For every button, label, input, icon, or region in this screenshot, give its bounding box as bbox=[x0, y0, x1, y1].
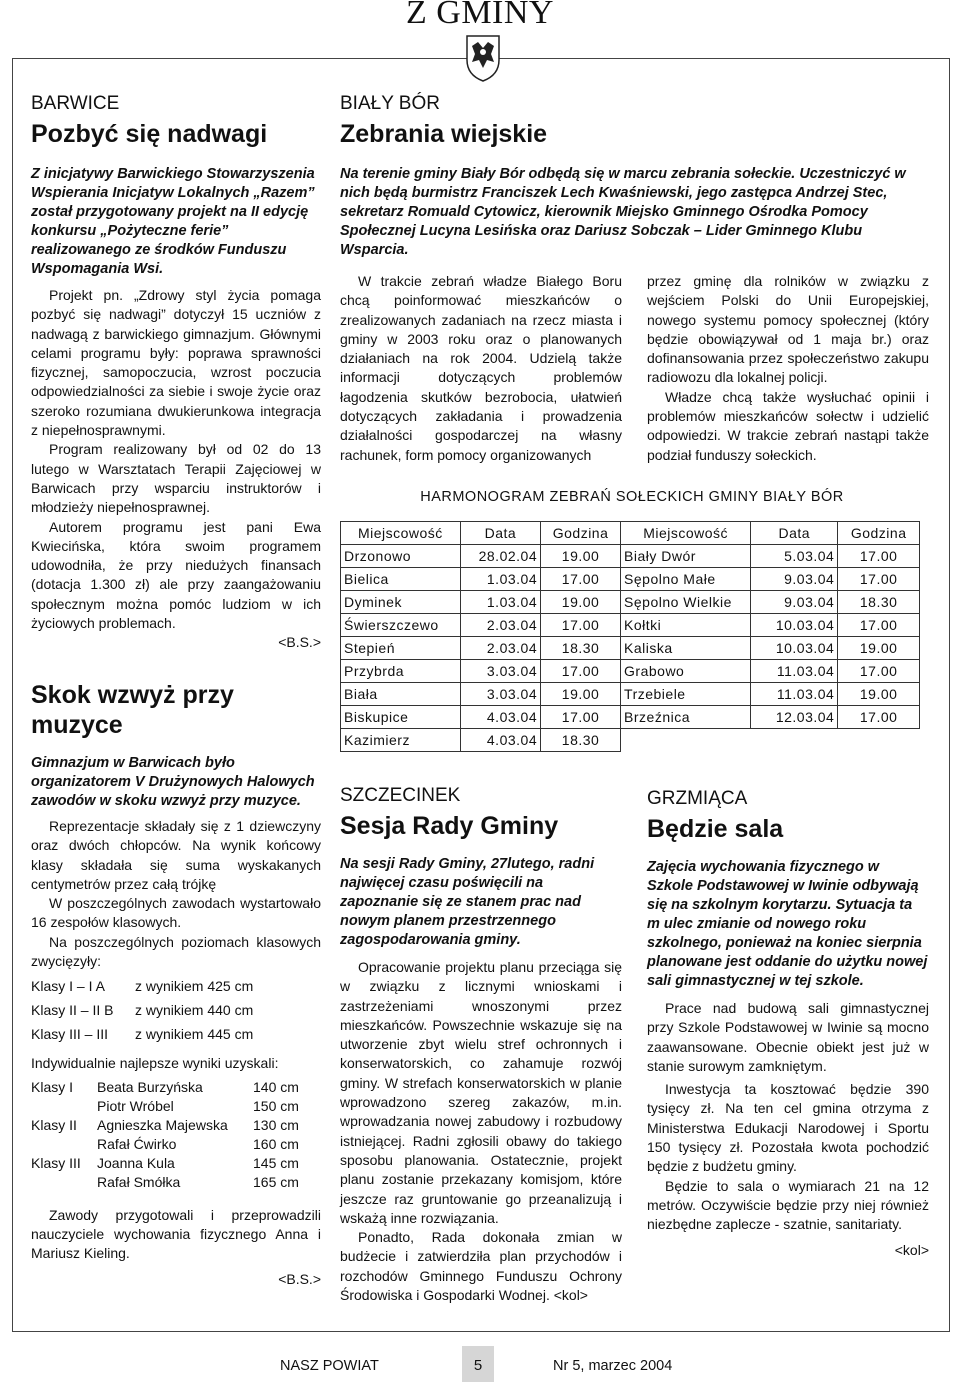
table-row bbox=[341, 683, 920, 706]
table-row bbox=[341, 637, 920, 660]
individual-results-list bbox=[31, 1078, 321, 1192]
article-lead: Na sesji Rady Gminy, 27lutego, radni najwięcej czasu poświęcili na zapoznanie się ze stanem prac nad nowym planem przestrzennego zagospodarowania gminy. bbox=[340, 856, 595, 948]
table-row bbox=[341, 706, 920, 729]
paragraph: Ponadto, Rada dokonała zmian w budżecie i zatwierdziła plan przychodów i rozchodów Gminnego Funduszu Ochrony Środowiska i Gospodarki Wodnej. <kol> bbox=[340, 1229, 622, 1304]
section-label: BIAŁY BÓR bbox=[340, 93, 440, 114]
table-cell: 17.00 bbox=[838, 568, 920, 591]
grzmiaca-article bbox=[647, 788, 929, 1260]
table-cell: Dyminek bbox=[341, 591, 461, 614]
paragraph: Władze chcą także wysłuchać opinii i problemów mieszkańców sołectw i udzielić odpowiedzi. W trakcie zebrań nastąpi także podział funduszy sołeckich. bbox=[647, 388, 929, 463]
table-row bbox=[341, 545, 920, 568]
paragraph: Program realizowany był od 02 do 13 lutego w Warsztatach Terapii Zajęciowej w Barwicach przy wsparciu instruktorów i młodzieży niepełnosprawnej. bbox=[31, 441, 321, 516]
author-signature: <kol> bbox=[894, 1241, 929, 1258]
article-title: Będzie sala bbox=[647, 815, 784, 843]
bialybor-col2 bbox=[647, 272, 929, 465]
article-lead: Zajęcia wychowania fizycznego w Szkole Podstawowej w Iwinie odbywają się na szkolnym korytarzu. Sytuacja ta m ulec zmianie od nowego roku szkolnego, ponieważ na koniec sierpnia planowane jest oddanie do użytku nowej sali gimnastycznej w tej szkole. bbox=[647, 859, 928, 989]
table-cell: 3.03.04 bbox=[460, 683, 540, 706]
table-cell: 17.00 bbox=[838, 545, 920, 568]
author-signature: <B.S.> bbox=[278, 634, 321, 651]
list-item: Klasy III Joanna Kula 145 cm bbox=[31, 1154, 299, 1171]
section-label: GRZMIĄCA bbox=[647, 788, 748, 809]
table-cell: 17.00 bbox=[541, 706, 621, 729]
table-cell: Biała bbox=[341, 683, 461, 706]
paragraph: Autorem programu jest pani Ewa Kwiecińska, która swoim programem udowodniła, że przy niedużych finansach (dotacja 1.300 zł) ale przy zaangażowaniu społecznym można pomóc ludziom w ich życiowych problemach. bbox=[31, 518, 321, 632]
table-cell: 2.03.04 bbox=[460, 637, 540, 660]
footer-publication: NASZ POWIAT bbox=[280, 1358, 379, 1374]
article-title: Skok wzwyż przy muzyce bbox=[31, 681, 234, 739]
column-header: Godzina bbox=[541, 522, 621, 545]
paragraph: Indywidualnie najlepsze wyniki uzyskali: bbox=[31, 1055, 279, 1072]
list-item: Piotr Wróbel 150 cm bbox=[97, 1097, 299, 1114]
table-cell: Kołtki bbox=[621, 614, 751, 637]
schedule-table bbox=[340, 521, 920, 752]
table-cell: Biały Dwór bbox=[621, 545, 751, 568]
table-cell: Kaliska bbox=[621, 637, 751, 660]
table-cell: 28.02.04 bbox=[460, 545, 540, 568]
column-header: Miejscowość bbox=[341, 522, 461, 545]
paragraph: Inwestycja ta kosztować będzie 390 tysięcy zł. Na ten cel gmina otrzyma z Ministerstwa Edukacji Narodowej i Sportu 150 tysięcy zł. Pozostała kwota pochodzić będzie z budżetu gminy. bbox=[647, 1081, 929, 1175]
table-cell: 17.00 bbox=[541, 568, 621, 591]
table-cell: Kazimierz bbox=[341, 729, 461, 752]
paragraph: Prace nad budową sali gimnastycznej przy Szkole Podstawowej w Iwinie są mocno zaawansowane. Obecnie obiekt jest już w stanie surowym zamkniętym. bbox=[647, 1000, 929, 1074]
table-header-row bbox=[341, 522, 920, 545]
class-results-list bbox=[31, 974, 321, 1046]
table-cell: 11.03.04 bbox=[751, 683, 838, 706]
list-item: Klasy II Agnieszka Majewska 130 cm bbox=[31, 1116, 299, 1133]
table-cell: 17.00 bbox=[838, 660, 920, 683]
table-row bbox=[341, 614, 920, 637]
schedule-title: HARMONOGRAM ZEBRAŃ SOŁECKICH GMINY BIAŁY BÓR bbox=[420, 489, 844, 505]
table-cell: Przybrda bbox=[341, 660, 461, 683]
table-row bbox=[341, 660, 920, 683]
column-header: Miejscowość bbox=[621, 522, 751, 545]
table-cell: 12.03.04 bbox=[751, 706, 838, 729]
table-cell: 11.03.04 bbox=[751, 660, 838, 683]
list-item: Klasy I Beata Burzyńska 140 cm bbox=[31, 1078, 299, 1095]
skok-article bbox=[31, 680, 321, 1289]
paragraph: Na poszczególnych poziomach klasowych zwycięzyły: bbox=[31, 933, 321, 970]
page-number: 5 bbox=[462, 1346, 494, 1382]
table-cell: 9.03.04 bbox=[751, 568, 838, 591]
table-cell: Brzeźnica bbox=[621, 706, 751, 729]
table-cell bbox=[838, 729, 920, 752]
table-cell: 10.03.04 bbox=[751, 614, 838, 637]
table-cell: 17.00 bbox=[541, 614, 621, 637]
table-cell: Grabowo bbox=[621, 660, 751, 683]
paragraph: Zawody przygotowali i przeprowadzili nauczyciele wychowania fizycznego Anna i Mariusz Kieling. bbox=[31, 1206, 321, 1262]
table-cell: 19.00 bbox=[541, 683, 621, 706]
table-cell: 18.30 bbox=[541, 729, 621, 752]
table-cell: Stepień bbox=[341, 637, 461, 660]
list-item: Rafał Smółka 165 cm bbox=[97, 1173, 299, 1190]
table-cell: Drzonowo bbox=[341, 545, 461, 568]
bialybor-article bbox=[340, 93, 932, 260]
footer-issue: Nr 5, marzec 2004 bbox=[553, 1358, 673, 1374]
table-cell bbox=[751, 729, 838, 752]
column-header: Data bbox=[751, 522, 838, 545]
table-cell: 2.03.04 bbox=[460, 614, 540, 637]
article-title: Zebrania wiejskie bbox=[340, 120, 548, 148]
table-cell: Biskupice bbox=[341, 706, 461, 729]
paragraph: W trakcie zebrań władze Białego Boru chcą poinformować mieszkańców o zrealizowanych zadaniach na rzecz miasta i gminy w 2003 roku oraz o planowanych działaniach na rok 2004. Udzielą także informacji dotyczących problemów łagodzenia skutków bezrobocia, ułatwień dotyczących zakładania i prowadzenia działalności gospodarczej na własny rachunek, form pomocy organizowanych bbox=[340, 273, 622, 463]
table-cell: 19.00 bbox=[838, 637, 920, 660]
coat-of-arms-icon bbox=[465, 34, 501, 82]
barwice-article bbox=[31, 93, 321, 653]
paragraph: Reprezentacje składały się z 1 dziewczyny oraz dwóch chłopców. Na wynik końcowy klasy składała się suma wyskakanych centymetrów przez całą trójkę bbox=[31, 818, 321, 892]
paragraph: W poszczególnych zawodach wystartowało 16 zespołów klasowych. bbox=[31, 895, 321, 931]
table-cell: 9.03.04 bbox=[751, 591, 838, 614]
table-cell: 3.03.04 bbox=[460, 660, 540, 683]
table-row bbox=[341, 729, 920, 752]
paragraph: przez gminę dla rolników w związku z wejściem Polski do Unii Europejskiej, nowego systemu pomocy społecznej (który będzie obowiązywał od 1 maja br.) oraz dofinansowania przez społeczeństwo zakupu radiowozu dla lokalnej policji. bbox=[647, 273, 929, 386]
szczecinek-article bbox=[340, 785, 622, 1305]
table-cell: Sępolno Wielkie bbox=[621, 591, 751, 614]
author-signature: <B.S.> bbox=[278, 1270, 321, 1287]
paragraph: Projekt pn. „Zdrowy styl życia pomaga pozbyć się nadwagi” dotyczył 15 uczniów z nadwagą z barwickiego gimnazjum. Głównymi celami programu były: poprawa sprawności fizycznej, samopoczucia, wzrost poczucia odpowiedzialności za siebie i swoje życie oraz szeroko rozumiana dwukierunkowa integracja z niepełnosprawnymi. bbox=[31, 287, 321, 439]
table-cell bbox=[621, 729, 751, 752]
paragraph: Będzie to sala o wymiarach 21 na 12 metrów. Oczywiście będzie przy niej również niezbędne zaplecze - szatnie, sanitariaty. bbox=[647, 1177, 929, 1233]
table-row bbox=[341, 591, 920, 614]
table-cell: 1.03.04 bbox=[460, 568, 540, 591]
table-cell: 17.00 bbox=[838, 706, 920, 729]
table-cell: Świerszczewo bbox=[341, 614, 461, 637]
column-header: Data bbox=[460, 522, 540, 545]
table-cell: 10.03.04 bbox=[751, 637, 838, 660]
list-item: Rafał Ćwirko 160 cm bbox=[97, 1135, 299, 1152]
list-item: Klasy III – III z wynikiem 445 cm bbox=[31, 1026, 254, 1043]
section-label: SZCZECINEK bbox=[340, 785, 461, 806]
table-cell: 18.30 bbox=[838, 591, 920, 614]
article-title: Pozbyć się nadwagi bbox=[31, 120, 268, 148]
table-cell: Sępolno Małe bbox=[621, 568, 751, 591]
table-cell: Trzebiele bbox=[621, 683, 751, 706]
table-cell: 17.00 bbox=[541, 660, 621, 683]
table-cell: 18.30 bbox=[541, 637, 621, 660]
list-item: Klasy I – I A z wynikiem 425 cm bbox=[31, 978, 254, 995]
table-cell: 1.03.04 bbox=[460, 591, 540, 614]
list-item: Klasy II – II B z wynikiem 440 cm bbox=[31, 1002, 254, 1019]
section-label: BARWICE bbox=[31, 93, 120, 114]
table-cell: 4.03.04 bbox=[460, 729, 540, 752]
column-header: Godzina bbox=[838, 522, 920, 545]
page-header-title: Z GMINY bbox=[406, 0, 554, 31]
article-title: Sesja Rady Gminy bbox=[340, 812, 559, 840]
table-cell: 4.03.04 bbox=[460, 706, 540, 729]
article-lead: Na terenie gminy Biały Bór odbędą się w marcu zebrania sołeckie. Uczestniczyć w nich będą burmistrz Franciszek Lech Kwaśniewski, jego zastępca Andrzej Stec, sekretarz Romuald Cytowicz, kierownik Miejsko Gminnego Ośrodka Pomocy Społecznej Lucyna Lesińska oraz Dariusz Sobczak – Lider Gminnego Klubu Wsparcia. bbox=[340, 166, 906, 258]
bialybor-col1 bbox=[340, 272, 622, 465]
table-cell: 17.00 bbox=[838, 614, 920, 637]
table-row bbox=[341, 568, 920, 591]
paragraph: Opracowanie projektu planu przeciąga się w związku z licznymi wnioskami i zastrzeżeniami wnoszonymi przez mieszkańców. Powszechnie wskazuje się na utworzenie zbyt wielu stref ochronnych i konserwatorskich, co zahamuje rozwój gminy. W strefach konserwatorskich w planie wprowadzono szereg zakazów, m.in. wprowadzania nowej zabudowy i rozbudowy istniejącej. Radni zgłosili obawy do takiego sposobu planowania. Ostatecznie, projekt planu zostanie przekazany komisjom, które jeszcze raz gruntowanie go przeanalizują i wskażą inne rozwiązania. bbox=[340, 959, 622, 1226]
table-cell: 19.00 bbox=[541, 591, 621, 614]
table-cell: 19.00 bbox=[838, 683, 920, 706]
table-cell: 19.00 bbox=[541, 545, 621, 568]
table-cell: Bielica bbox=[341, 568, 461, 591]
article-lead: Z inicjatywy Barwickiego Stowarzyszenia Wspierania Inicjatyw Lokalnych „Razem” został przygotowany projekt na II edycję konkursu „Pożyteczne ferie” realizowanego ze środków Funduszu Wspomagania Wsi. bbox=[31, 166, 315, 277]
table-cell: 5.03.04 bbox=[751, 545, 838, 568]
article-lead: Gimnazjum w Barwicach było organizatorem V Drużynowych Halowych zawodów w skoku wzwyż przy muzyce. bbox=[31, 755, 315, 809]
